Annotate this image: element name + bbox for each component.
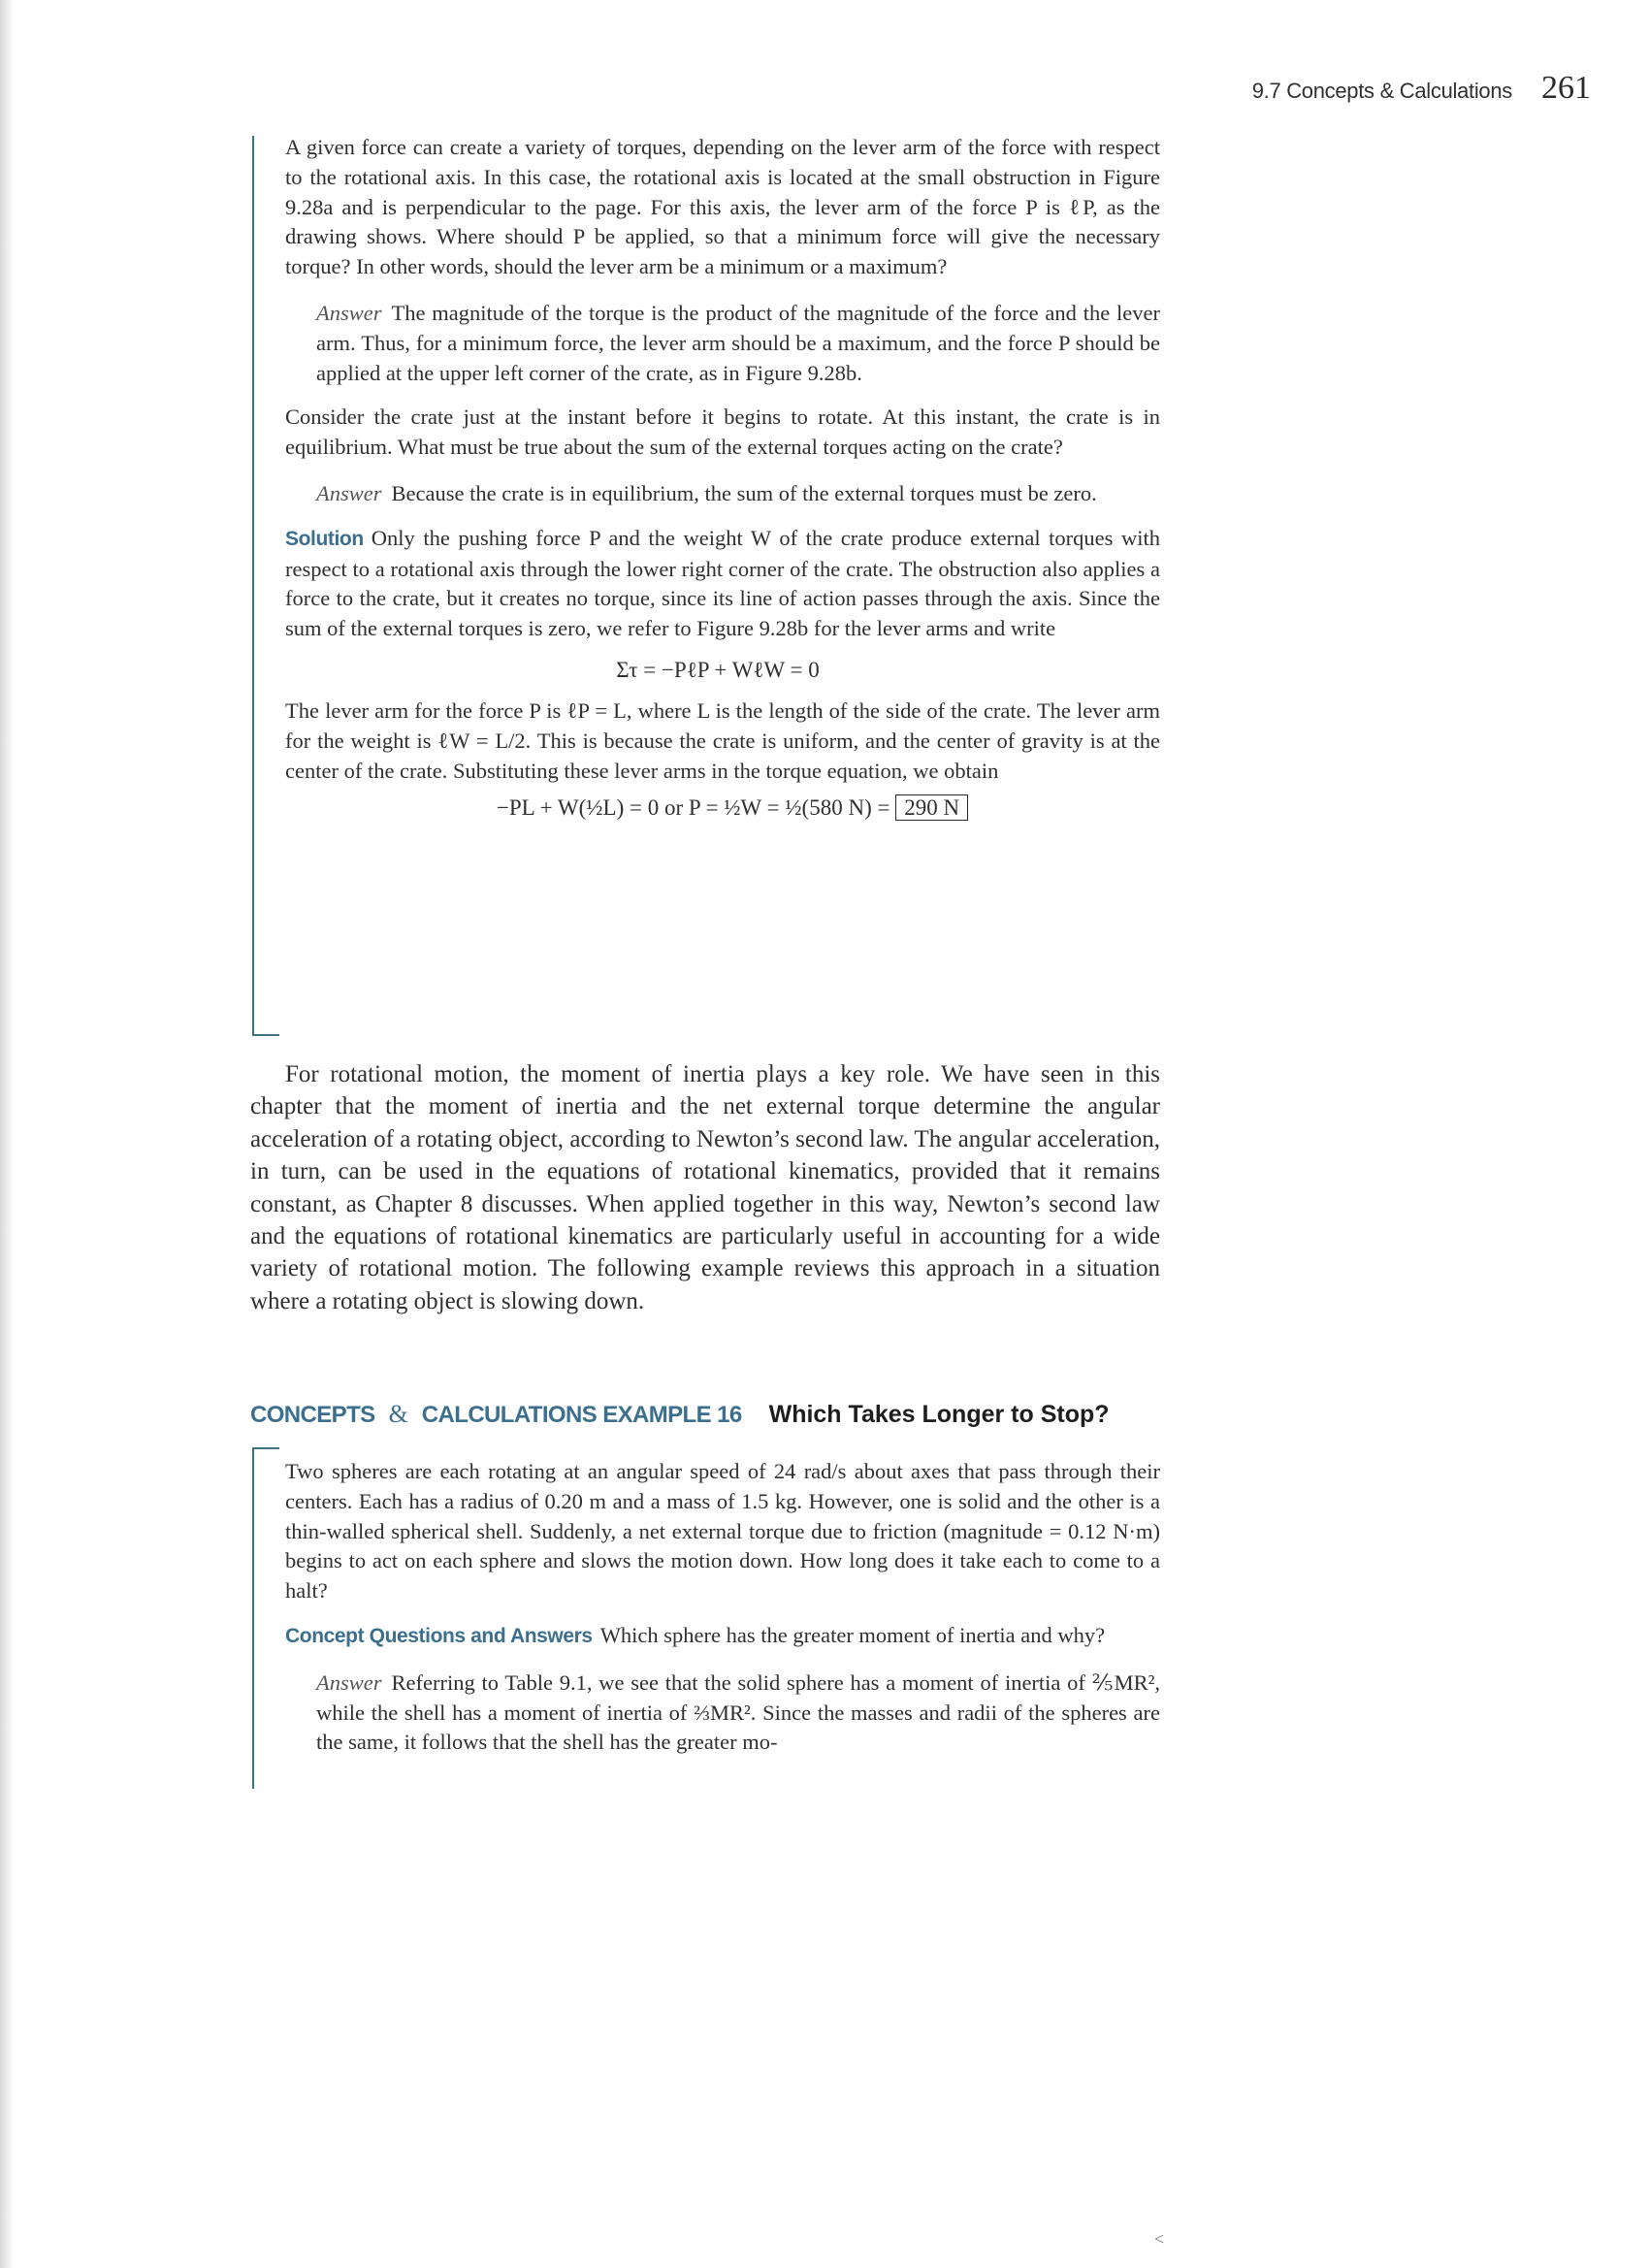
example-title: Which Takes Longer to Stop? <box>768 1401 1110 1428</box>
concept-question: A given force can create a variety of torques, depending on the lever arm of the force with respect to the rotational axis. In this case, the rotational axis is located at the small obstruction in Figure 9.28a and is perpendicular to the page. For this axis, the lever arm of the force P is ℓP, as the drawing shows. Where should P be applied, so that a minimum force will give the necessary torque? In other words, should the lever arm be a minimum or a maximum? <box>285 135 1160 279</box>
solution-label: Solution <box>285 527 364 550</box>
page-number: 261 <box>1541 70 1591 106</box>
answer-block <box>316 1669 1160 1758</box>
example16-sidebar-rule-top <box>252 1447 279 1449</box>
concept-questions-label: Concept Questions and Answers <box>285 1624 593 1647</box>
example-problem: Two spheres are each rotating at an angular speed of 24 rad/s about axes that pass through their centers. Each has a radius of 0.20 m and a mass of 1.5 kg. However, one is solid and the other is a thin-walled spherical shell. Suddenly, a net external torque due to friction (magnitude = 0.12 N·m) begins to act on each sphere and slows the motion down. How long does it take each to come to a halt? <box>285 1459 1160 1604</box>
body-paragraph: For rotational motion, the moment of inertia plays a key role. We have seen in this chapter that the moment of inertia and the net external torque determine the angular acceleration of a rotating object, according to Newton’s second law. The angular acceleration, in turn, can be used in the equations of rotational kinematics, provided that it remains constant, as Chapter 8 discusses. When applied together in this way, Newton’s second law and the equations of rotational kinematics are particularly useful in accounting for a wide variety of rotational motion. The following example reviews this approach in a situation where a rotating object is slowing down. <box>250 1061 1160 1314</box>
answer-block <box>316 479 1160 509</box>
torque-equation: Στ = −PℓP + WℓW = 0 <box>616 657 820 682</box>
running-head <box>1252 70 1591 109</box>
example-sidebar-rule <box>252 136 254 1036</box>
answer-label: Answer <box>316 480 382 505</box>
body-text <box>250 1058 1160 1317</box>
example16-sidebar-rule <box>252 1447 254 1789</box>
answer-text: Referring to Table 9.1, we see that the solid sphere has a moment of inertia of ⅖MR², while the shell has a moment of inertia of ⅔MR². Since the masses and radii of the spheres are the same, it follows that the shell has the greater mo- <box>316 1669 1160 1755</box>
result-answer-box: 290 N <box>895 794 968 821</box>
solution-paragraph <box>285 524 1160 644</box>
result-equation-main: −PL + W(½L) = 0 or P = ½W = ½(580 N) = <box>496 795 890 821</box>
answer-block <box>316 299 1160 388</box>
concept-question: Consider the crate just at the instant before it begins to rotate. At this instant, the crate is in equilibrium. What must be true about the sum of the external torques acting on the crate? <box>285 405 1160 460</box>
example-sidebar-rule-foot <box>252 1034 279 1036</box>
example-number-label: CALCULATIONS EXAMPLE 16 <box>421 1402 742 1428</box>
answer-text: Because the crate is in equilibrium, the sum of the external torques must be zero. <box>391 480 1097 505</box>
result-equation <box>285 795 1160 821</box>
example-continuation <box>285 133 1160 821</box>
solution-text: Only the pushing force P and the weight W of the crate produce external torques with respect to a rotational axis through the lower right corner of the crate. The obstruction also applies a force to the crate, but it creates no torque, since its line of action passes through the axis. Since the sum of the external torques is zero, we refer to Figure 9.28b for the lever arms and write <box>285 525 1160 641</box>
example-heading <box>250 1400 1110 1429</box>
example-ampersand: & <box>388 1400 408 1428</box>
section-label: 9.7 Concepts & Calculations <box>1251 79 1512 103</box>
answer-label: Answer <box>316 300 382 325</box>
scan-mark: ˂ <box>1154 2229 1165 2249</box>
example16-body <box>285 1457 1160 1758</box>
example-concepts-word: CONCEPTS <box>250 1402 375 1428</box>
concept-questions-paragraph <box>285 1621 1160 1652</box>
concept-questions-text: Which sphere has the greater moment of inertia and why? <box>599 1622 1106 1647</box>
answer-label: Answer <box>316 1669 382 1695</box>
answer-text: The magnitude of the torque is the product of the magnitude of the force and the lever arm. Thus, for a minimum force, the lever arm should be a maximum, and the force P should be applied at the upper left corner of the crate, as in Figure 9.28b. <box>316 300 1160 385</box>
scan-edge <box>0 0 14 2268</box>
lever-arm-paragraph: The lever arm for the force P is ℓP = L, where L is the length of the side of the crate. The lever arm for the weight is ℓW = L/2. This is because the crate is uniform, and the center of gravity is at the center of the crate. Substituting these lever arms in the torque equation, we obtain <box>285 697 1160 783</box>
